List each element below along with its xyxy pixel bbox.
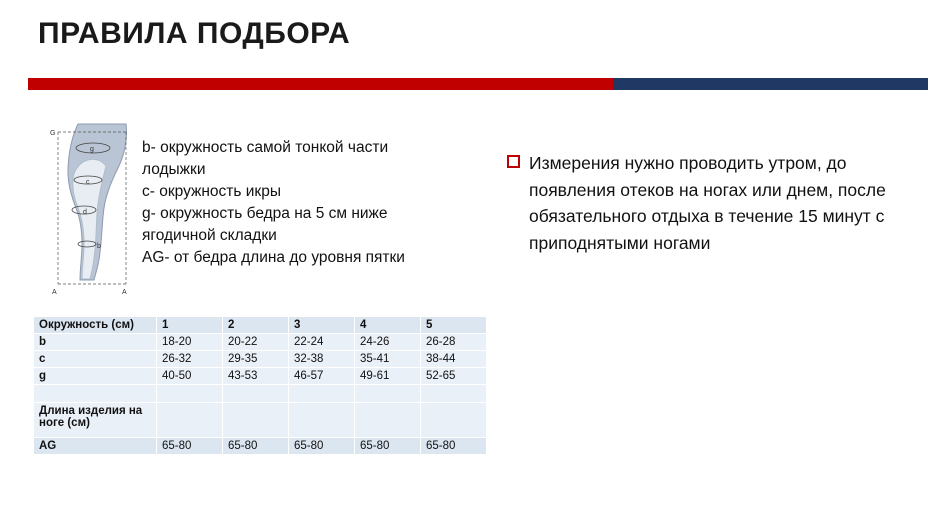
cell-g-1: 40-50 bbox=[157, 368, 223, 385]
cell-g-5: 52-65 bbox=[421, 368, 487, 385]
row-label-ag: AG bbox=[34, 438, 157, 455]
table-row bbox=[34, 368, 487, 385]
row-label-b: b bbox=[34, 334, 157, 351]
spacer-cell bbox=[223, 385, 289, 403]
cell-c-3: 32-38 bbox=[289, 351, 355, 368]
cell-b-5: 26-28 bbox=[421, 334, 487, 351]
cell-ag-3: 65-80 bbox=[289, 438, 355, 455]
table-header-circumference: Окружность (см) bbox=[34, 317, 157, 334]
cell-ag-4: 65-80 bbox=[355, 438, 421, 455]
svg-text:g: g bbox=[90, 146, 94, 153]
size-table-wrapper bbox=[33, 316, 487, 455]
page-title: ПРАВИЛА ПОДБОРА bbox=[38, 17, 351, 50]
cell-b-2: 20-22 bbox=[223, 334, 289, 351]
spacer-cell bbox=[289, 385, 355, 403]
definition-c: c- окружность икры bbox=[142, 183, 281, 200]
table-section-row bbox=[34, 403, 487, 438]
cell-c-4: 35-41 bbox=[355, 351, 421, 368]
cell-b-3: 22-24 bbox=[289, 334, 355, 351]
spacer-cell bbox=[355, 385, 421, 403]
svg-text:b: b bbox=[97, 243, 101, 250]
cell-c-2: 29-35 bbox=[223, 351, 289, 368]
definition-b: b- окружность самой тонкой части лодыжки bbox=[142, 139, 389, 178]
table-header-size-5: 5 bbox=[421, 317, 487, 334]
spacer-cell bbox=[157, 385, 223, 403]
divider-blue-segment bbox=[613, 78, 928, 90]
row-label-c: c bbox=[34, 351, 157, 368]
leg-measurement-diagram bbox=[40, 118, 150, 298]
spacer-cell bbox=[34, 385, 157, 403]
table-header-row bbox=[34, 317, 487, 334]
cell-b-1: 18-20 bbox=[157, 334, 223, 351]
table-spacer-row bbox=[34, 385, 487, 403]
table-row bbox=[34, 334, 487, 351]
definition-ag: AG- от бедра длина до уровня пятки bbox=[142, 249, 405, 266]
section-cell-5 bbox=[421, 403, 487, 438]
section-label-length: Длина изделия на ноге (см) bbox=[34, 403, 157, 438]
cell-ag-5: 65-80 bbox=[421, 438, 487, 455]
measuring-advice-bullet bbox=[507, 150, 907, 256]
cell-g-2: 43-53 bbox=[223, 368, 289, 385]
cell-c-5: 38-44 bbox=[421, 351, 487, 368]
table-row bbox=[34, 438, 487, 455]
svg-text:G: G bbox=[50, 130, 56, 137]
table-header-size-1: 1 bbox=[157, 317, 223, 334]
svg-text:d: d bbox=[83, 209, 87, 216]
row-label-g: g bbox=[34, 368, 157, 385]
spacer-cell bbox=[421, 385, 487, 403]
divider-red-segment bbox=[28, 78, 613, 90]
header-divider bbox=[0, 78, 928, 90]
cell-ag-1: 65-80 bbox=[157, 438, 223, 455]
section-cell-1 bbox=[157, 403, 223, 438]
table-header-size-3: 3 bbox=[289, 317, 355, 334]
measuring-advice-text: Измерения нужно проводить утром, до появления отеков на ногах или днем, после обязательного отдыха в течение 15 минут с приподнятыми ногами bbox=[529, 153, 886, 253]
cell-ag-2: 65-80 bbox=[223, 438, 289, 455]
cell-g-4: 49-61 bbox=[355, 368, 421, 385]
svg-text:A: A bbox=[52, 289, 57, 296]
table-header-size-2: 2 bbox=[223, 317, 289, 334]
section-cell-4 bbox=[355, 403, 421, 438]
cell-b-4: 24-26 bbox=[355, 334, 421, 351]
measurement-definitions bbox=[142, 137, 442, 269]
cell-c-1: 26-32 bbox=[157, 351, 223, 368]
table-row bbox=[34, 351, 487, 368]
definition-g: g- окружность бедра на 5 см ниже ягодичной складки bbox=[142, 205, 388, 244]
table-header-size-4: 4 bbox=[355, 317, 421, 334]
section-cell-3 bbox=[289, 403, 355, 438]
bullet-square-icon bbox=[507, 155, 520, 168]
svg-text:A: A bbox=[122, 289, 127, 296]
section-cell-2 bbox=[223, 403, 289, 438]
cell-g-3: 46-57 bbox=[289, 368, 355, 385]
svg-text:c: c bbox=[86, 179, 90, 186]
size-table bbox=[33, 316, 487, 455]
